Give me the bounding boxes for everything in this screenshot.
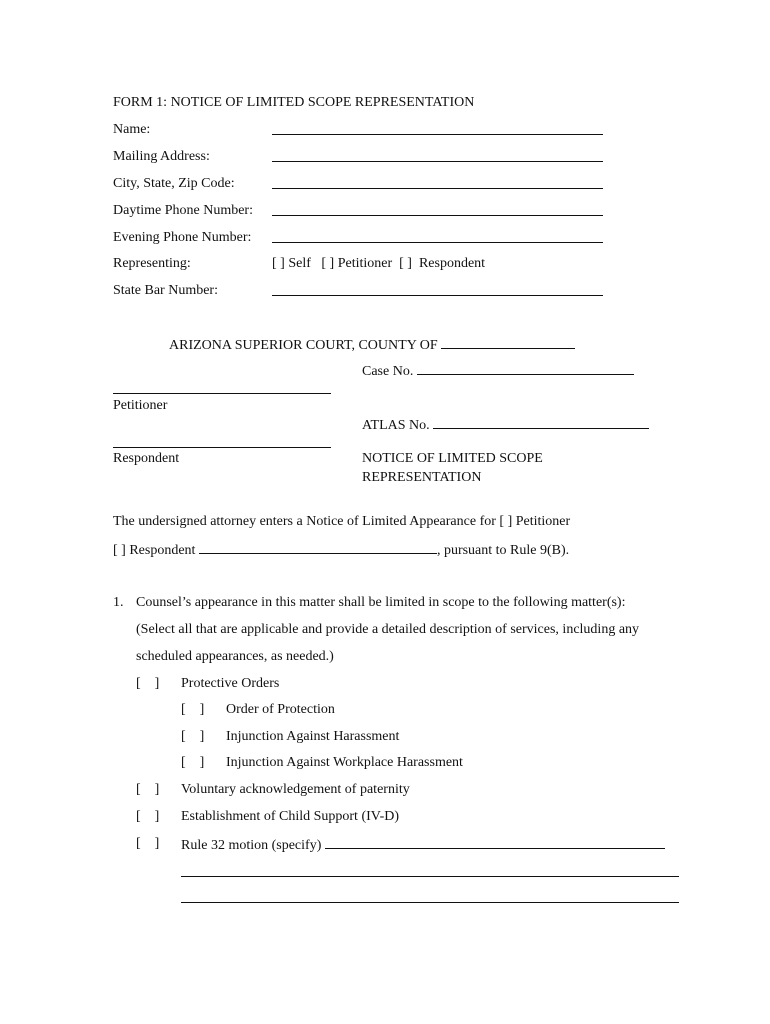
form-title: FORM 1: NOTICE OF LIMITED SCOPE REPRESENTATION xyxy=(113,95,475,110)
representing-label: Representing: xyxy=(113,256,191,271)
state-bar-label: State Bar Number: xyxy=(113,283,218,298)
checkbox-order-of-protection[interactable]: [ ] xyxy=(181,702,205,717)
item-child-support: Establishment of Child Support (IV-D) xyxy=(181,809,400,824)
court-heading: ARIZONA SUPERIOR COURT, COUNTY OF xyxy=(169,336,575,354)
document-title-line1: NOTICE OF LIMITED SCOPE xyxy=(362,451,543,466)
section-line1: Counsel’s appearance in this matter shall be limited in scope to the following matter(s): xyxy=(136,595,626,610)
city-state-zip-field[interactable] xyxy=(272,188,603,189)
party-name-field[interactable] xyxy=(199,541,437,554)
section-number: 1. xyxy=(113,595,124,610)
mailing-address-label: Mailing Address: xyxy=(113,149,210,164)
representing-options[interactable]: [ ] Self [ ] Petitioner [ ] Respondent xyxy=(272,256,486,271)
item-rule-32: Rule 32 motion (specify) xyxy=(181,836,665,854)
case-number: Case No. xyxy=(362,362,634,380)
item-injunction-harassment: Injunction Against Harassment xyxy=(226,729,400,744)
section-line2: (Select all that are applicable and provide a detailed description of services, including any xyxy=(136,622,640,637)
evening-phone-label: Evening Phone Number: xyxy=(113,230,252,245)
checkbox-workplace-harassment[interactable]: [ ] xyxy=(181,755,205,770)
checkbox-injunction-harassment[interactable]: [ ] xyxy=(181,729,205,744)
mailing-address-field[interactable] xyxy=(272,161,603,162)
intro-line1: The undersigned attorney enters a Notice of Limited Appearance for [ ] Petitioner xyxy=(113,514,571,529)
petitioner-label: Petitioner xyxy=(113,398,168,413)
item-workplace-harassment: Injunction Against Workplace Harassment xyxy=(226,755,463,770)
rule-32-line-2[interactable] xyxy=(181,876,679,877)
name-field[interactable] xyxy=(272,134,603,135)
item-paternity: Voluntary acknowledgement of paternity xyxy=(181,782,410,797)
case-number-field[interactable] xyxy=(417,362,634,375)
item-protective-orders: Protective Orders xyxy=(181,676,280,691)
intro-line2: [ ] Respondent , pursuant to Rule 9(B). xyxy=(113,543,570,558)
city-state-zip-label: City, State, Zip Code: xyxy=(113,176,235,191)
name-label: Name: xyxy=(113,122,151,137)
atlas-number: ATLAS No. xyxy=(362,416,649,434)
state-bar-field[interactable] xyxy=(272,295,603,296)
document-title-line2: REPRESENTATION xyxy=(362,470,482,485)
daytime-phone-field[interactable] xyxy=(272,215,603,216)
evening-phone-field[interactable] xyxy=(272,242,603,243)
checkbox-paternity[interactable]: [ ] xyxy=(136,782,160,797)
checkbox-protective-orders[interactable]: [ ] xyxy=(136,676,160,691)
checkbox-rule-32[interactable]: [ ] xyxy=(136,836,160,851)
respondent-name-field[interactable] xyxy=(113,447,331,448)
section-line3: scheduled appearances, as needed.) xyxy=(136,649,334,664)
petitioner-name-field[interactable] xyxy=(113,393,331,394)
atlas-number-field[interactable] xyxy=(433,416,649,429)
rule-32-specify-field[interactable] xyxy=(325,836,665,849)
rule-32-line-3[interactable] xyxy=(181,902,679,903)
checkbox-child-support[interactable]: [ ] xyxy=(136,809,160,824)
daytime-phone-label: Daytime Phone Number: xyxy=(113,203,253,218)
county-field[interactable] xyxy=(441,336,575,349)
item-order-of-protection: Order of Protection xyxy=(226,702,335,717)
respondent-label: Respondent xyxy=(113,451,180,466)
